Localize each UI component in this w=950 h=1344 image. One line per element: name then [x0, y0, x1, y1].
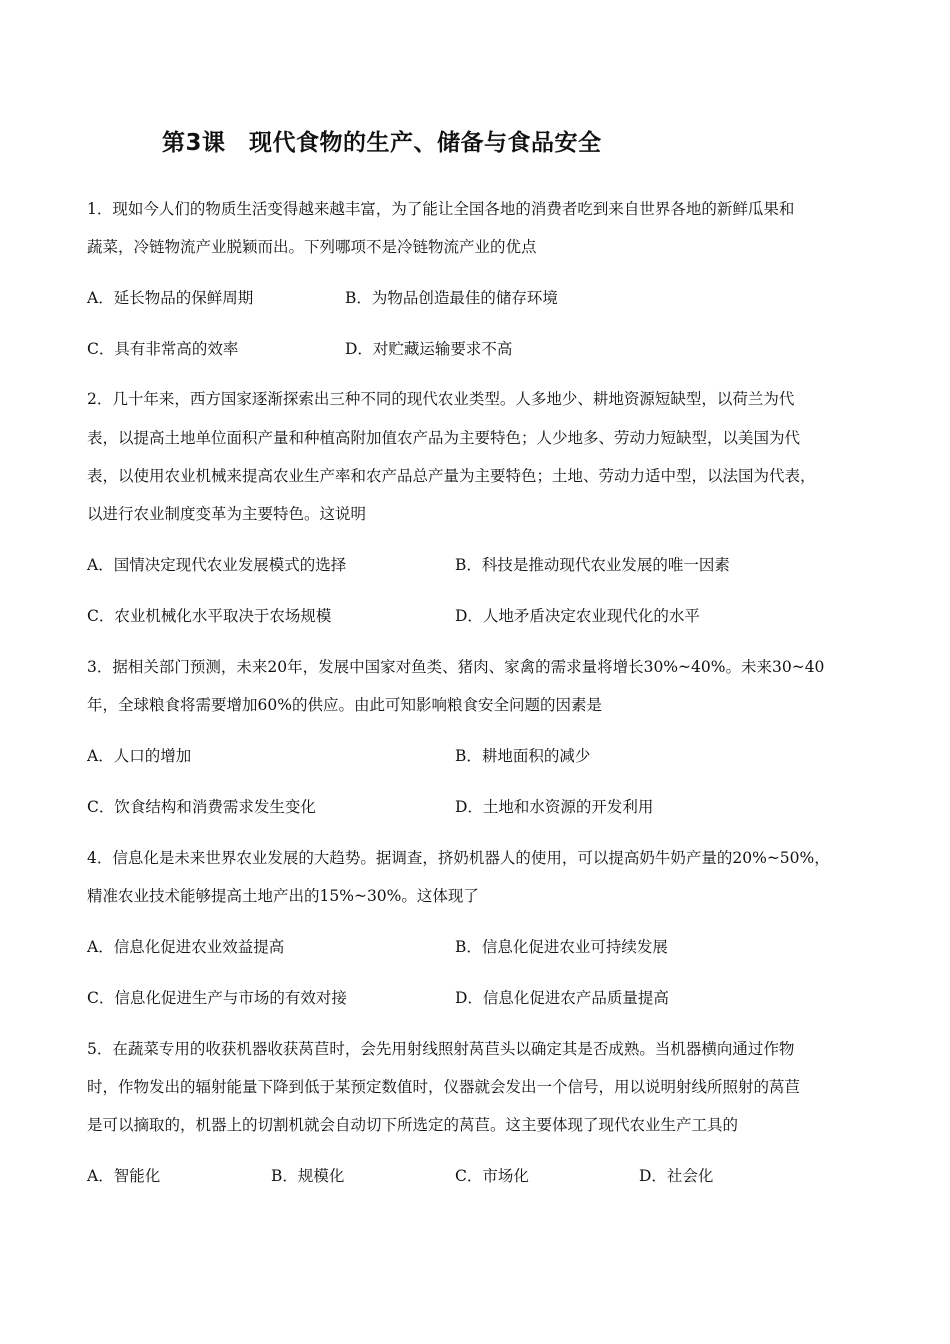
option-b: B．为物品创造最佳的储存环境	[345, 289, 558, 307]
option-b: B．耕地面积的减少	[455, 747, 591, 765]
question-text-line: 表，以提高土地单位面积产量和种植高附加值农产品为主要特色；人少地多、劳动力短缺型，以美国为代	[87, 429, 801, 447]
option-a: A．信息化促进农业效益提高	[87, 938, 285, 956]
question-text-line: 表，以使用农业机械来提高农业生产率和农产品总产量为主要特色；土地、劳动力适中型，以法国为代表，	[87, 467, 816, 485]
question-text-line: 2．几十年来，西方国家逐渐探索出三种不同的现代农业类型。人多地少、耕地资源短缺型，以荷兰为代	[87, 390, 795, 408]
option-a: A．国情决定现代农业发展模式的选择	[87, 556, 347, 574]
option-a: A．人口的增加	[87, 747, 192, 765]
option-a: A．延长物品的保鲜周期	[87, 289, 254, 307]
option-a: A．智能化	[87, 1167, 161, 1185]
option-d: D．信息化促进农产品质量提高	[455, 989, 669, 1007]
option-d: D．社会化	[639, 1167, 714, 1185]
option-b: B．科技是推动现代农业发展的唯一因素	[455, 556, 730, 574]
question-text-line: 是可以摘取的，机器上的切割机就会自动切下所选定的莴苣。这主要体现了现代农业生产工具的	[87, 1116, 739, 1134]
option-d: D．对贮藏运输要求不高	[345, 340, 513, 358]
option-c: C．市场化	[455, 1167, 529, 1185]
page-title: 第3课 现代食物的生产、储备与食品安全	[162, 130, 602, 156]
option-c: C．农业机械化水平取决于农场规模	[87, 607, 332, 625]
option-c: C．具有非常高的效率	[87, 340, 239, 358]
option-b: B．信息化促进农业可持续发展	[455, 938, 668, 956]
question-text-line: 时，作物发出的辐射能量下降到低于某预定数值时，仪器就会发出一个信号，用以说明射线所照射的莴苣	[87, 1078, 801, 1096]
question-text-line: 5．在蔬菜专用的收获机器收获莴苣时，会先用射线照射莴苣头以确定其是否成熟。当机器横向通过作物	[87, 1040, 795, 1058]
option-b: B．规模化	[271, 1167, 345, 1185]
option-d: D．人地矛盾决定农业现代化的水平	[455, 607, 700, 625]
question-text-line: 年，全球粮食将需要增加60%的供应。由此可知影响粮食安全问题的因素是	[87, 696, 602, 714]
option-c: C．饮食结构和消费需求发生变化	[87, 798, 316, 816]
question-text-line: 以进行农业制度变革为主要特色。这说明	[87, 505, 367, 523]
option-c: C．信息化促进生产与市场的有效对接	[87, 989, 347, 1007]
question-text-line: 3．据相关部门预测，未来20年，发展中国家对鱼类、猪肉、家禽的需求量将增长30%~40%。未来30~40	[87, 658, 825, 676]
option-d: D．土地和水资源的开发利用	[455, 798, 654, 816]
question-text-line: 4．信息化是未来世界农业发展的大趋势。据调查，挤奶机器人的使用，可以提高奶牛奶产量的20%~50%，	[87, 849, 830, 867]
question-text-line: 精准农业技术能够提高土地产出的15%~30%。这体现了	[87, 887, 479, 905]
question-text-line: 蔬菜，冷链物流产业脱颖而出。下列哪项不是冷链物流产业的优点	[87, 238, 537, 256]
question-text-line: 1．现如今人们的物质生活变得越来越丰富，为了能让全国各地的消费者吃到来自世界各地的新鲜瓜果和	[87, 200, 795, 218]
